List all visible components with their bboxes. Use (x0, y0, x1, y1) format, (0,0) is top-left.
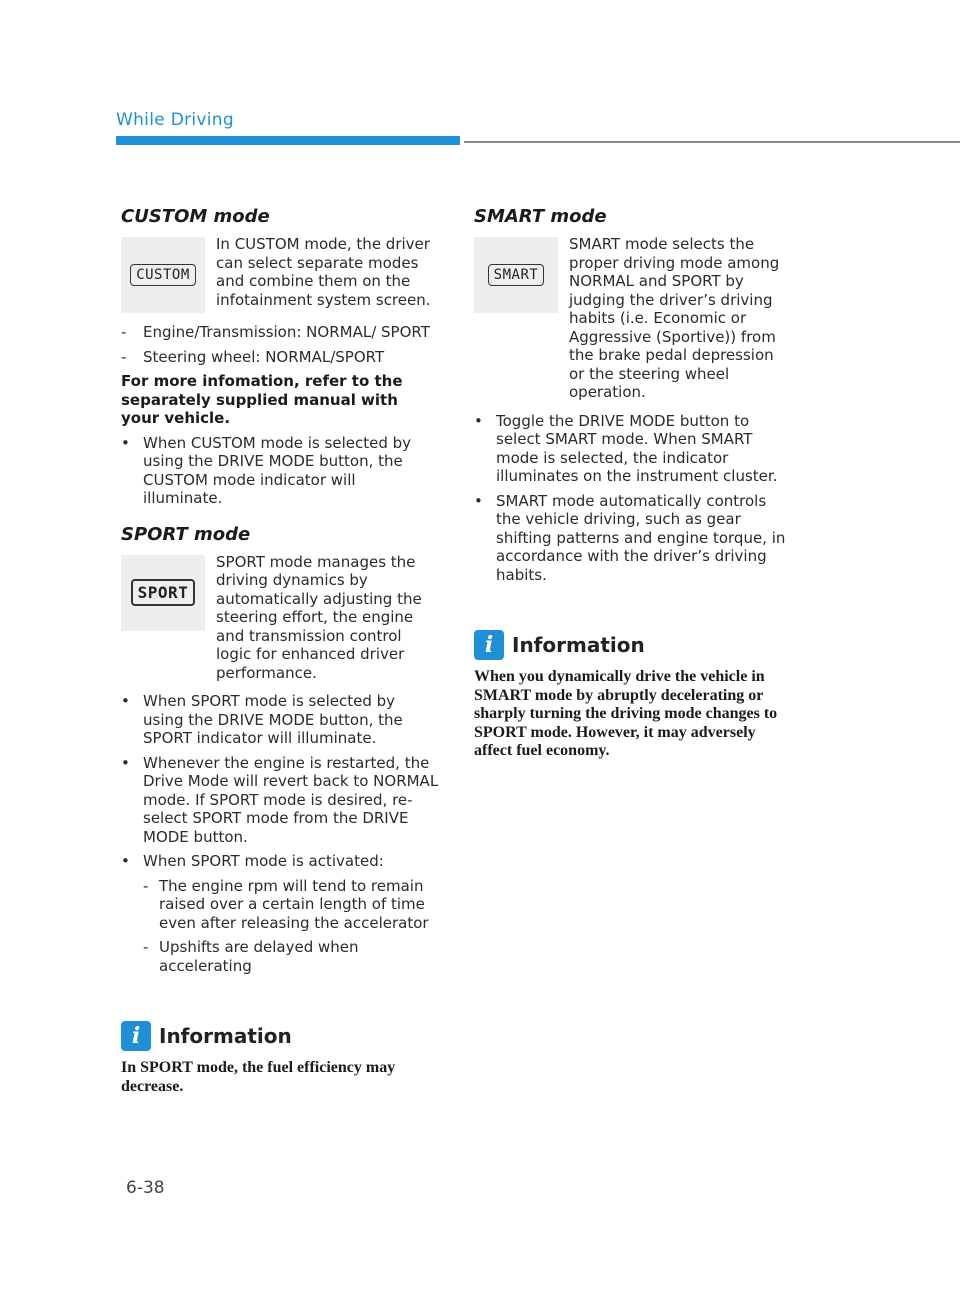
bullet-marker: • (121, 753, 130, 772)
smart-mode-row (474, 235, 792, 402)
custom-dash-item (121, 323, 439, 342)
sport-sub-item (121, 877, 439, 933)
custom-mode-row (121, 235, 439, 313)
sport-mode-title: SPORT mode (121, 523, 251, 545)
info-icon (121, 1021, 151, 1051)
smart-bullet-text: SMART mode automatically controls the vehicle driving, such as gear shifting patterns and engine torque, in accordance with the driver’s driving habits. (496, 491, 786, 584)
sport-bullet-text: When SPORT mode is activated: (143, 852, 384, 870)
bullet-marker: • (474, 411, 483, 430)
smart-indicator-icon (474, 237, 558, 313)
smart-mode-title: SMART mode (474, 206, 607, 227)
dash-marker: - (121, 323, 127, 341)
right-column (474, 206, 792, 761)
page-number: 6-38 (126, 1178, 165, 1198)
smart-info-title: Information (512, 633, 645, 657)
info-icon-glyph: i (484, 632, 494, 658)
custom-mode-title: CUSTOM mode (121, 206, 270, 227)
sport-info-text: In SPORT mode, the fuel efficiency may decrease. (121, 1059, 396, 1095)
header-accent-bar (116, 136, 460, 145)
sport-info-title: Information (159, 1024, 292, 1048)
custom-indicator-icon (121, 237, 205, 313)
sport-sub-text: The engine rpm will tend to remain raised over a certain length of time even after releasing the accelerator (159, 876, 429, 932)
header-section-title: While Driving (116, 110, 234, 130)
sport-indicator-icon (121, 555, 205, 631)
left-column (121, 206, 439, 1096)
sport-mode-row (121, 553, 439, 683)
bullet-marker: • (121, 852, 130, 870)
smart-info-header (474, 630, 792, 660)
sport-mode-description: SPORT mode manages the driving dynamics by automatically adjusting the steering effort, the engine and transmission control logic for enhanced driver performance. (216, 552, 422, 682)
dash-marker: - (121, 347, 127, 366)
smart-bullet-text: Toggle the DRIVE MODE button to select SMART mode. When SMART mode is selected, the indicator illuminates on the instrument cluster. (496, 411, 778, 485)
sport-bullet-item (121, 852, 439, 871)
custom-dash-text: Steering wheel: NORMAL/SPORT (143, 347, 385, 366)
dash-marker: - (143, 876, 149, 895)
smart-bullet-item (474, 492, 792, 585)
smart-bullet-item (474, 412, 792, 486)
smart-info-text: When you dynamically drive the vehicle in SMART mode by abruptly decelerating or sharply turning the driving mode changes to SPORT mode. However, it may adversely affect fuel economy. (474, 668, 778, 759)
custom-indicator-label: CUSTOM (130, 264, 196, 286)
custom-reference-note: For more infomation, refer to the separately supplied manual with your vehicle. (121, 372, 403, 427)
sport-sub-text: Upshifts are delayed when accelerating (159, 938, 359, 975)
info-icon-glyph: i (131, 1023, 141, 1049)
sport-info-header (121, 1021, 439, 1051)
bullet-marker: • (121, 692, 130, 710)
smart-indicator-label: SMART (488, 264, 545, 286)
custom-dash-item (121, 348, 439, 367)
sport-bullet-text: When SPORT mode is selected by using the DRIVE MODE button, the SPORT indicator will illuminate. (143, 692, 403, 747)
dash-marker: - (143, 938, 149, 956)
custom-mode-description: In CUSTOM mode, the driver can select separate modes and combine them on the infotainment system screen. (216, 235, 431, 309)
sport-bullet-item (121, 754, 439, 847)
info-icon (474, 630, 504, 660)
bullet-marker: • (121, 433, 130, 452)
sport-sub-item (121, 938, 439, 975)
header-rule (464, 141, 960, 143)
custom-bullet-text: When CUSTOM mode is selected by using the DRIVE MODE button, the CUSTOM mode indicator will illuminate. (143, 433, 412, 507)
smart-mode-description: SMART mode selects the proper driving mode among NORMAL and SPORT by judging the driver’s driving habits (i.e. Economic or Aggressive (Sportive)) from the brake pedal depression or the steering wheel operation. (569, 235, 780, 401)
sport-bullet-item (121, 692, 439, 748)
sport-indicator-label: SPORT (131, 579, 196, 606)
custom-dash-text: Engine/Transmission: NORMAL/ SPORT (143, 323, 430, 341)
sport-bullet-text: Whenever the engine is restarted, the Drive Mode will revert back to NORMAL mode. If SPORT mode is desired, re-select SPORT mode from the DRIVE MODE button. (143, 753, 439, 846)
custom-bullet-item (121, 434, 439, 508)
bullet-marker: • (474, 491, 483, 510)
